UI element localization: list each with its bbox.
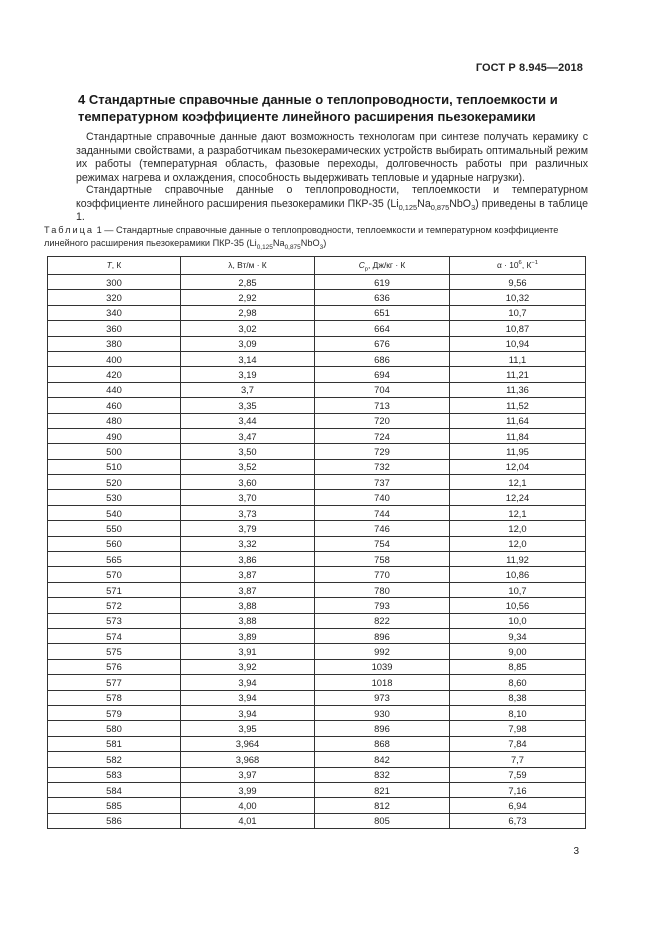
cell-temperature: 572	[48, 598, 181, 613]
table-row	[48, 275, 586, 290]
cell-heat-capacity: 694	[315, 367, 450, 382]
header-temperature: T, К	[48, 257, 181, 275]
cell-expansion: 10,94	[450, 336, 586, 351]
cell-heat-capacity: 812	[315, 798, 450, 813]
cell-temperature: 579	[48, 705, 181, 720]
paragraph-1-text: Стандартные справочные данные дают возможность технологам при синтезе получать керамику с заданными свойствами, а разработчикам пьезокерамических устройств выбирать оптимальный режим их работы (температурная область, фазовые переходы, долговечность работы при различных режимах нагрева и охлаждения, способность выдерживать тепловые и ударные нагрузки).	[76, 131, 588, 184]
cell-temperature: 571	[48, 582, 181, 597]
cell-temperature: 577	[48, 675, 181, 690]
cell-conductivity: 3,94	[181, 675, 315, 690]
table-row	[48, 321, 586, 336]
table-row	[48, 490, 586, 505]
table-row	[48, 521, 586, 536]
table-body	[48, 275, 586, 829]
cell-expansion: 7,59	[450, 767, 586, 782]
table-row	[48, 782, 586, 797]
cell-expansion: 11,92	[450, 552, 586, 567]
cell-conductivity: 3,86	[181, 552, 315, 567]
cell-temperature: 510	[48, 459, 181, 474]
cell-temperature: 580	[48, 721, 181, 736]
cell-expansion: 6,73	[450, 813, 586, 828]
cell-expansion: 12,1	[450, 505, 586, 520]
cell-heat-capacity: 821	[315, 782, 450, 797]
cell-conductivity: 3,35	[181, 398, 315, 413]
cell-temperature: 582	[48, 752, 181, 767]
cell-conductivity: 4,01	[181, 813, 315, 828]
page-number: 3	[573, 846, 579, 857]
cell-heat-capacity: 868	[315, 736, 450, 751]
table-row	[48, 675, 586, 690]
cell-temperature: 380	[48, 336, 181, 351]
cell-temperature: 565	[48, 552, 181, 567]
cell-temperature: 573	[48, 613, 181, 628]
table-row	[48, 798, 586, 813]
cell-heat-capacity: 992	[315, 644, 450, 659]
table-row	[48, 721, 586, 736]
table-row	[48, 444, 586, 459]
cell-conductivity: 3,91	[181, 644, 315, 659]
cell-conductivity: 3,87	[181, 567, 315, 582]
cell-temperature: 584	[48, 782, 181, 797]
paragraph-2-prefix: Стандартные справочные данные о теплопроводности, теплоемкости и температурном коэффициенте линейного расширения пьезокерамики ПКР-35 (	[76, 184, 588, 210]
cell-conductivity: 3,79	[181, 521, 315, 536]
table-row	[48, 659, 586, 674]
caption-formula: $Li_{0,125}Na_{0,875}NbO_3$	[249, 237, 324, 251]
cell-heat-capacity: 744	[315, 505, 450, 520]
cell-conductivity: 3,09	[181, 336, 315, 351]
table-caption-text: 1 — Стандартные справочные данные о теплопроводности, теплоемкости и температурном коэффициенте линейного расширения пьезокерамики ПКР-35 (	[44, 225, 559, 248]
cell-temperature: 490	[48, 428, 181, 443]
cell-temperature: 581	[48, 736, 181, 751]
cell-expansion: 8,10	[450, 705, 586, 720]
document-code: ГОСТ Р 8.945—2018	[475, 62, 583, 74]
table-row	[48, 628, 586, 643]
table-header-row	[48, 257, 586, 275]
cell-temperature: 576	[48, 659, 181, 674]
table-row	[48, 459, 586, 474]
cell-conductivity: 3,52	[181, 459, 315, 474]
cell-heat-capacity: 636	[315, 290, 450, 305]
cell-expansion: 9,56	[450, 275, 586, 290]
cell-temperature: 530	[48, 490, 181, 505]
cell-conductivity: 3,50	[181, 444, 315, 459]
cell-expansion: 12,24	[450, 490, 586, 505]
cell-conductivity: 3,95	[181, 721, 315, 736]
cell-heat-capacity: 732	[315, 459, 450, 474]
cell-temperature: 585	[48, 798, 181, 813]
table-row	[48, 613, 586, 628]
cell-conductivity: 3,92	[181, 659, 315, 674]
cell-heat-capacity: 822	[315, 613, 450, 628]
table-row	[48, 736, 586, 751]
cell-conductivity: 3,87	[181, 582, 315, 597]
header-heat-capacity: $C_p$, Дж/кг · К	[315, 257, 450, 275]
cell-heat-capacity: 676	[315, 336, 450, 351]
cell-temperature: 578	[48, 690, 181, 705]
cell-conductivity: 3,02	[181, 321, 315, 336]
paragraph-2	[76, 184, 588, 225]
cell-temperature: 420	[48, 367, 181, 382]
cell-conductivity: 3,32	[181, 536, 315, 551]
cell-heat-capacity: 754	[315, 536, 450, 551]
cell-conductivity: 3,968	[181, 752, 315, 767]
table-row	[48, 413, 586, 428]
table-row	[48, 552, 586, 567]
cell-heat-capacity: 664	[315, 321, 450, 336]
cell-conductivity: 3,97	[181, 767, 315, 782]
cell-expansion: 12,04	[450, 459, 586, 474]
cell-heat-capacity: 832	[315, 767, 450, 782]
cell-heat-capacity: 1039	[315, 659, 450, 674]
cell-heat-capacity: 737	[315, 475, 450, 490]
cell-conductivity: 3,94	[181, 705, 315, 720]
cell-heat-capacity: 930	[315, 705, 450, 720]
cell-temperature: 440	[48, 382, 181, 397]
cell-heat-capacity: 746	[315, 521, 450, 536]
cell-expansion: 12,0	[450, 521, 586, 536]
cell-heat-capacity: 793	[315, 598, 450, 613]
table-row	[48, 305, 586, 320]
cell-conductivity: 3,70	[181, 490, 315, 505]
cell-heat-capacity: 1018	[315, 675, 450, 690]
cell-conductivity: 3,47	[181, 428, 315, 443]
cell-expansion: 12,0	[450, 536, 586, 551]
cell-heat-capacity: 973	[315, 690, 450, 705]
cell-heat-capacity: 780	[315, 582, 450, 597]
cell-heat-capacity: 619	[315, 275, 450, 290]
cell-expansion: 11,52	[450, 398, 586, 413]
cell-conductivity: 3,14	[181, 351, 315, 366]
cell-expansion: 7,16	[450, 782, 586, 797]
cell-expansion: 8,38	[450, 690, 586, 705]
table-row	[48, 475, 586, 490]
cell-heat-capacity: 729	[315, 444, 450, 459]
cell-temperature: 300	[48, 275, 181, 290]
cell-temperature: 550	[48, 521, 181, 536]
cell-conductivity: 3,44	[181, 413, 315, 428]
paragraph-1	[76, 131, 588, 185]
cell-conductivity: 3,964	[181, 736, 315, 751]
cell-conductivity: 4,00	[181, 798, 315, 813]
cell-temperature: 586	[48, 813, 181, 828]
section-heading: 4 Стандартные справочные данные о теплопроводности, теплоемкости и температурном коэффициенте линейного расширения пьезокерамики	[78, 92, 558, 124]
table-row	[48, 382, 586, 397]
header-expansion-coefficient: $\alpha \cdot 10^6$, $К^{-1}$	[450, 257, 586, 275]
cell-temperature: 540	[48, 505, 181, 520]
cell-temperature: 560	[48, 536, 181, 551]
cell-expansion: 11,95	[450, 444, 586, 459]
cell-expansion: 8,85	[450, 659, 586, 674]
cell-heat-capacity: 896	[315, 628, 450, 643]
cell-heat-capacity: 713	[315, 398, 450, 413]
paragraph-2-suffix: ) приведены в таблице 1.	[76, 197, 588, 224]
cell-expansion: 10,56	[450, 598, 586, 613]
cell-expansion: 10,0	[450, 613, 586, 628]
cell-heat-capacity: 758	[315, 552, 450, 567]
table-row	[48, 813, 586, 828]
table-row	[48, 690, 586, 705]
table-row	[48, 398, 586, 413]
cell-temperature: 574	[48, 628, 181, 643]
cell-expansion: 11,21	[450, 367, 586, 382]
cell-temperature: 575	[48, 644, 181, 659]
cell-heat-capacity: 651	[315, 305, 450, 320]
cell-temperature: 360	[48, 321, 181, 336]
cell-conductivity: 3,19	[181, 367, 315, 382]
cell-temperature: 320	[48, 290, 181, 305]
cell-temperature: 500	[48, 444, 181, 459]
table-row	[48, 705, 586, 720]
cell-heat-capacity: 720	[315, 413, 450, 428]
cell-expansion: 12,1	[450, 475, 586, 490]
cell-heat-capacity: 805	[315, 813, 450, 828]
cell-expansion: 10,7	[450, 305, 586, 320]
table-row	[48, 505, 586, 520]
table-row	[48, 567, 586, 582]
cell-heat-capacity: 842	[315, 752, 450, 767]
cell-expansion: 10,7	[450, 582, 586, 597]
table-row	[48, 582, 586, 597]
cell-conductivity: 2,85	[181, 275, 315, 290]
cell-expansion: 10,87	[450, 321, 586, 336]
table-caption-label: Таблица	[44, 225, 95, 235]
cell-conductivity: 3,99	[181, 782, 315, 797]
cell-conductivity: 2,98	[181, 305, 315, 320]
cell-conductivity: 3,60	[181, 475, 315, 490]
cell-conductivity: 3,7	[181, 382, 315, 397]
table-row	[48, 336, 586, 351]
cell-expansion: 9,00	[450, 644, 586, 659]
cell-expansion: 8,60	[450, 675, 586, 690]
table-row	[48, 351, 586, 366]
cell-expansion: 9,34	[450, 628, 586, 643]
formula: $Li_{0,125}Na_{0,875}NbO_3$	[390, 197, 476, 212]
cell-conductivity: 3,89	[181, 628, 315, 643]
cell-temperature: 340	[48, 305, 181, 320]
cell-heat-capacity: 704	[315, 382, 450, 397]
table-row	[48, 428, 586, 443]
cell-heat-capacity: 686	[315, 351, 450, 366]
cell-conductivity: 3,88	[181, 613, 315, 628]
table-row	[48, 752, 586, 767]
cell-conductivity: 2,92	[181, 290, 315, 305]
table-row	[48, 767, 586, 782]
cell-expansion: 7,7	[450, 752, 586, 767]
cell-heat-capacity: 724	[315, 428, 450, 443]
cell-temperature: 583	[48, 767, 181, 782]
cell-expansion: 10,32	[450, 290, 586, 305]
cell-temperature: 400	[48, 351, 181, 366]
cell-expansion: 10,86	[450, 567, 586, 582]
cell-expansion: 11,1	[450, 351, 586, 366]
cell-heat-capacity: 770	[315, 567, 450, 582]
cell-heat-capacity: 740	[315, 490, 450, 505]
cell-conductivity: 3,88	[181, 598, 315, 613]
data-table	[47, 256, 586, 829]
cell-conductivity: 3,73	[181, 505, 315, 520]
cell-expansion: 7,84	[450, 736, 586, 751]
cell-temperature: 570	[48, 567, 181, 582]
cell-expansion: 11,36	[450, 382, 586, 397]
cell-temperature: 460	[48, 398, 181, 413]
cell-expansion: 11,64	[450, 413, 586, 428]
cell-temperature: 520	[48, 475, 181, 490]
cell-temperature: 480	[48, 413, 181, 428]
table-row	[48, 536, 586, 551]
cell-expansion: 11,84	[450, 428, 586, 443]
cell-conductivity: 3,94	[181, 690, 315, 705]
table-row	[48, 644, 586, 659]
cell-heat-capacity: 896	[315, 721, 450, 736]
cell-expansion: 7,98	[450, 721, 586, 736]
header-thermal-conductivity: λ, Вт/м · К	[181, 257, 315, 275]
table-caption: Таблица 1 — Стандартные справочные данные о теплопроводности, теплоемкости и температурном коэффициенте линейного расширения пьезокерамики ПКР-35 $(Li_{0,125}Na_{0,875}NbO_3)$	[44, 225, 559, 251]
table-row	[48, 290, 586, 305]
table-row	[48, 367, 586, 382]
table-row	[48, 598, 586, 613]
cell-expansion: 6,94	[450, 798, 586, 813]
